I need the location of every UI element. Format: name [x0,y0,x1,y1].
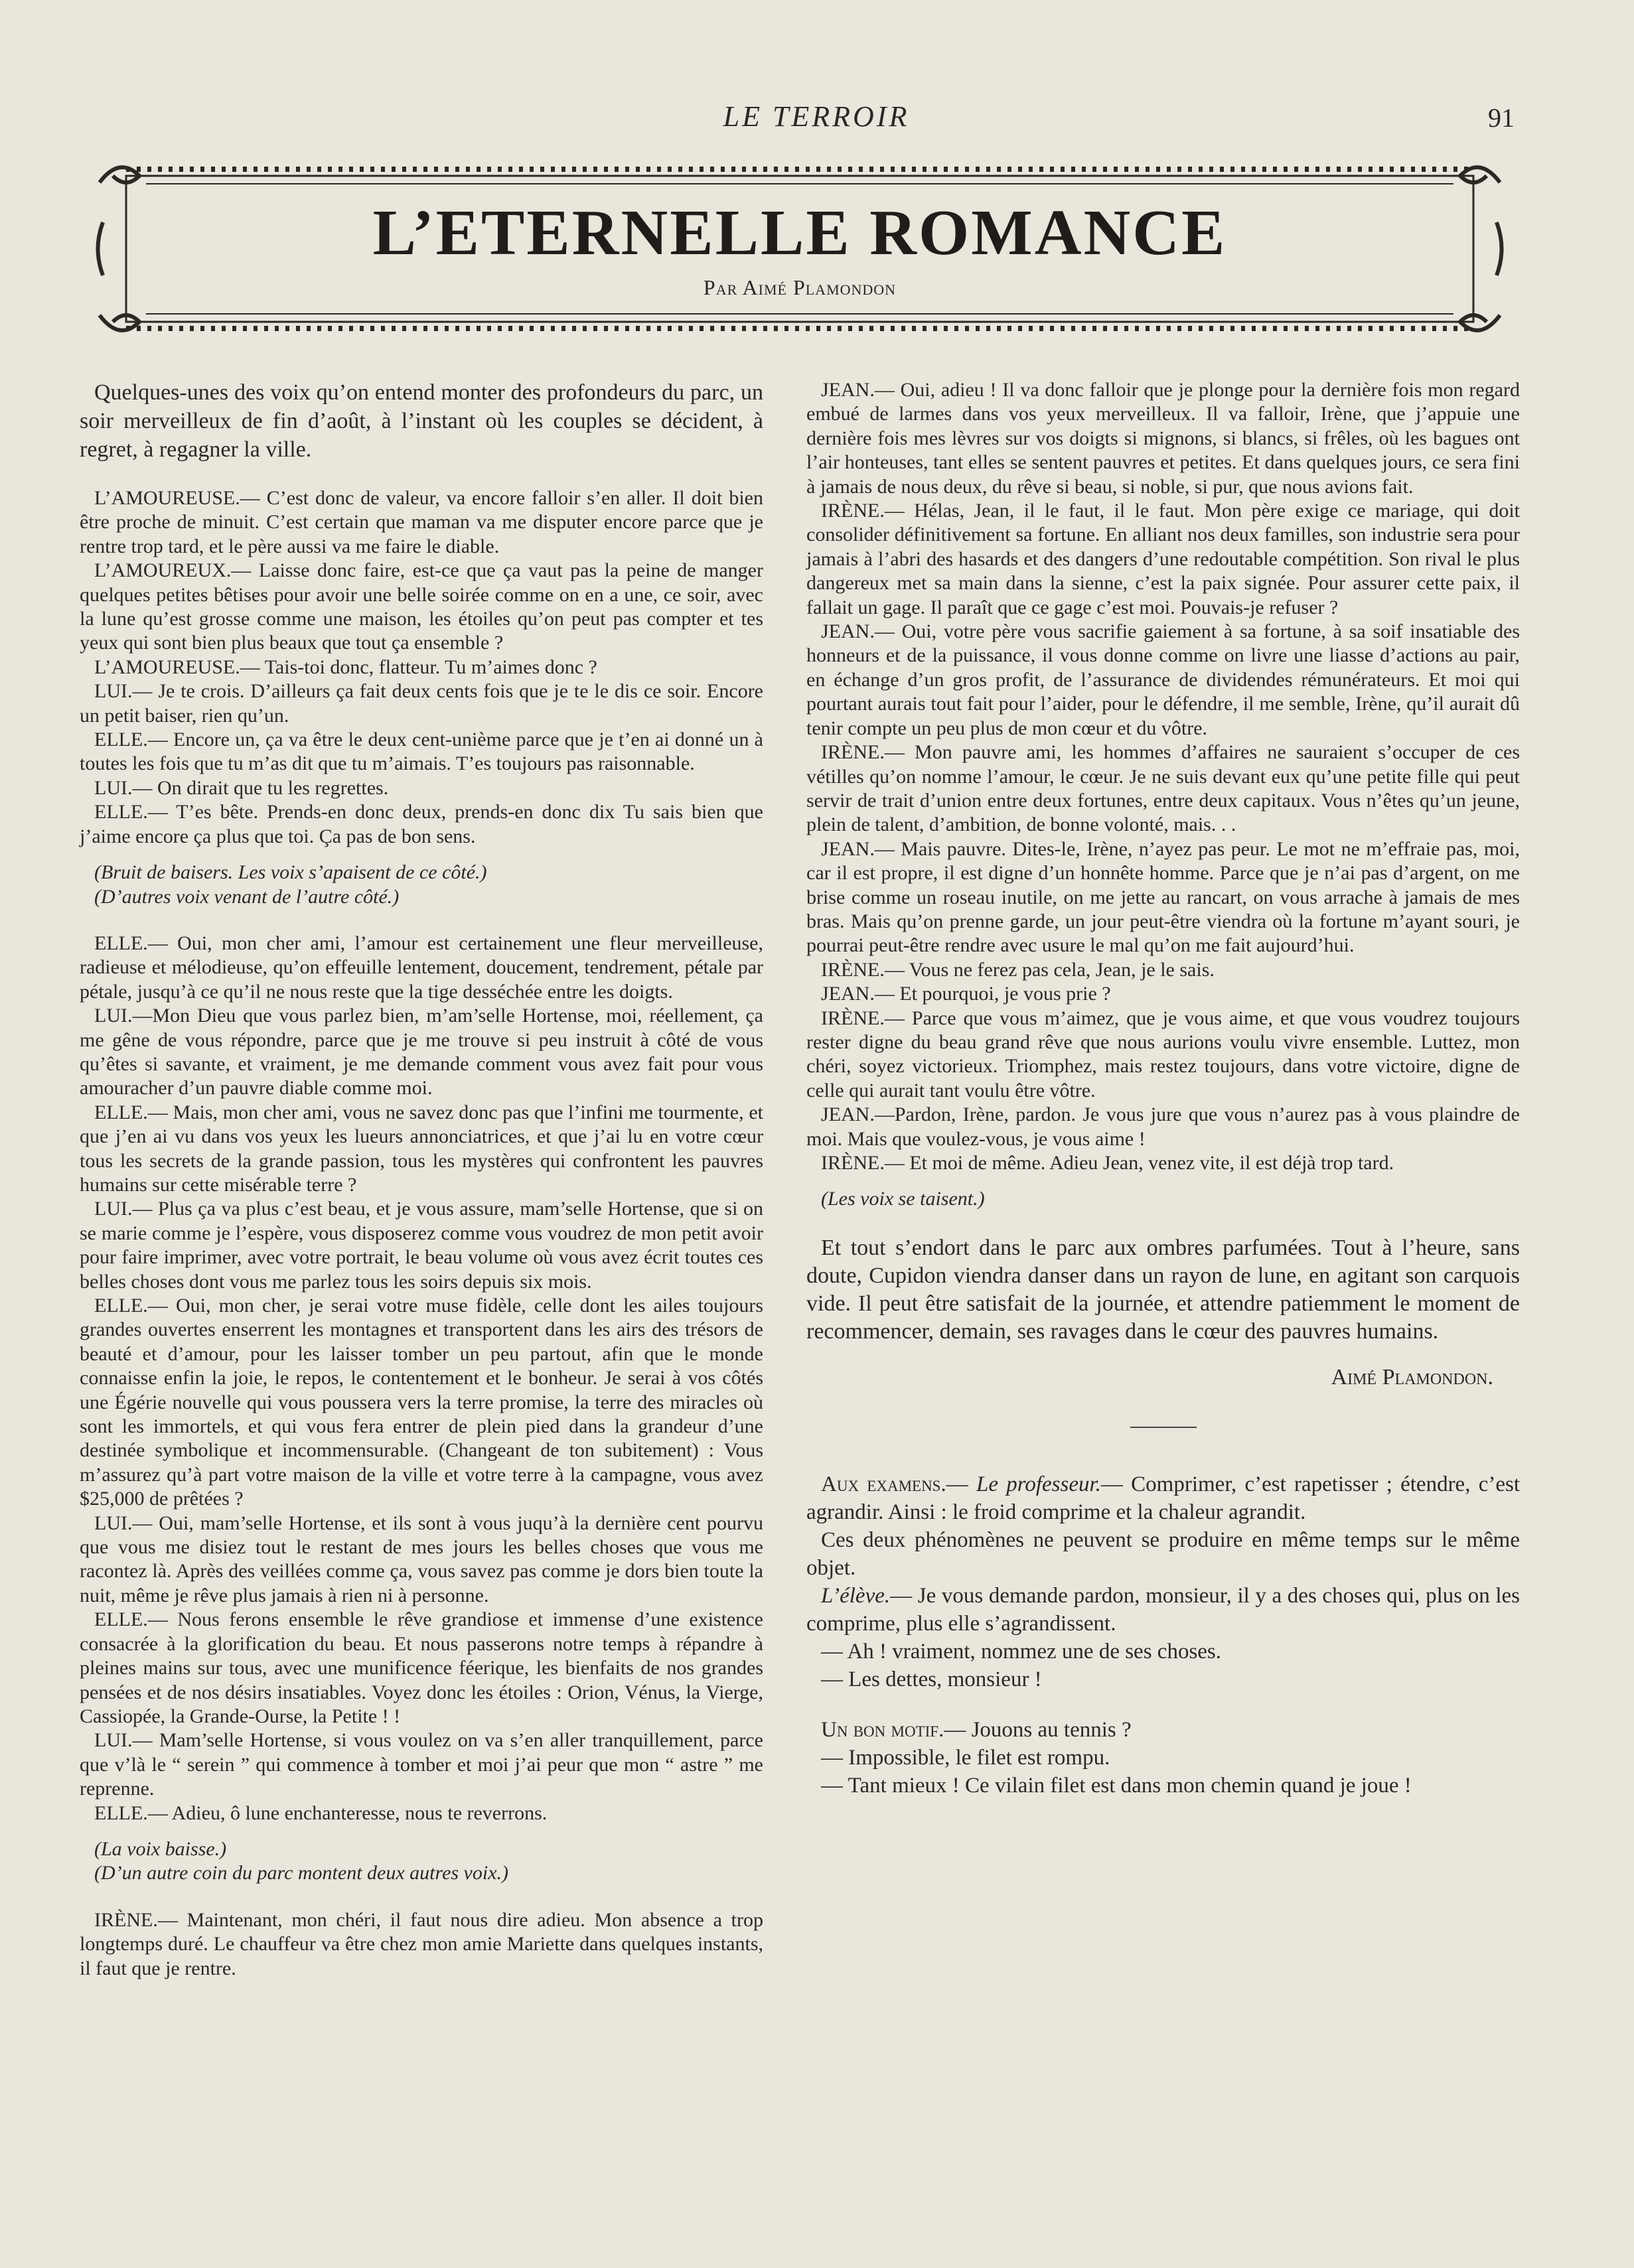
dialogue-line: JEAN.— Oui, votre père vous sacrifie gaiement à sa fortune, à sa soif insatiable des honneurs et de la puissance, il vous donne comme on livre une liasse d’actions au pair, en échange d’un gros profit, de l’assurance de dividendes rémunérateurs. Et moi qui pourtant aurais tout fait pour l’aider, pour le défendre, il me semble, Irène, qu’il aurait dû tenir compte un peu plus de mon cœur et du vôtre. [806,620,1520,739]
page-number: 91 [1488,103,1515,133]
anecdote-text: — Comprimer, c’est rapetisser ; étendre, c’est agrandir. Ainsi : le froid comprime et la chaleur agrandit. [806,1472,1520,1525]
dialogue-line: ELLE.— Nous ferons ensemble le rêve grandiose et immense d’une existence consacrée à la glorification du beau. Et nous passerons notre temps à répandre à pleines mains sur tous, avec une munificence féerique, les bienfaits de nos grandes pensées et de nos désirs insatiables. Voyez donc les étoiles : Orion, Vénus, la Vierge, Cassiopée, la Grande-Ourse, la Petite ! ! [80,1608,763,1727]
dialogue-line: ELLE.— Adieu, ô lune enchanteresse, nous te reverrons. [94,1802,548,1824]
stage-direction: (Les voix se taisent.) [821,1188,985,1210]
stage-direction: (D’autres voix venant de l’autre côté.) [94,885,400,908]
stage-direction: (D’un autre coin du parc montent deux autres voix.) [94,1862,509,1884]
dialogue-line: LUI.— Plus ça va plus c’est beau, et je vous assure, mam’selle Hortense, que si on se marie comme je l’espère, vous disposerez comme vous voudrez de mon petit avoir pour faire imprimer, avec votre portrait, le beau volume où vous avez écrit toutes ces belles choses dont vous me parlez tous les soirs depuis six mois. [80,1198,763,1293]
right-column [806,378,1520,1800]
dialogue-line: JEAN.— Et pourquoi, je vous prie ? [821,983,1111,1005]
dialogue-line: JEAN.— Oui, adieu ! Il va donc falloir que je plonge pour la dernière fois mon regard embué de larmes dans vos yeux merveilleux. Il va falloir, Irène, que j’appuie une dernière fois mes lèvres sur vos doigts si mignons, si blancs, si frêles, où les bagues ont l’air honteuses, tant elles se sentent pauvres et petites. Et dans quelques jours, ce sera fini à jamais de nous deux, du rêve si beau, si noble, si pur, que nous avions fait. [806,379,1520,498]
intro-paragraph: Quelques-unes des voix qu’on entend monter des profondeurs du parc, un soir merveilleux de fin d’août, à l’instant où les couples se décident, à regret, à regagner la ville. [80,380,763,462]
dialogue-line: IRÈNE.— Parce que vous m’aimez, que je vous aime, et que vous voudrez toujours rester digne du beau grand rêve que nous aurions voulu vivre ensemble. Luttez, mon chéri, soyez victorieux. Triomphez, mais restez toujours, dans votre victoire, digne de celle qui aurait tant voulu être vôtre. [806,1007,1520,1101]
anecdote-text: Ces deux phénomènes ne peuvent se produire en même temps sur le même objet. [806,1528,1520,1581]
dialogue-line: LUI.— Je te crois. D’ailleurs ça fait deux cents fois que je te le dis ce soir. Encore un petit baiser, rien qu’un. [80,680,763,727]
dialogue-line: JEAN.—Pardon, Irène, pardon. Je vous jure que vous n’aurez pas à vous plaindre de moi. Mais que voulez-vous, je vous aime ! [806,1103,1520,1150]
dialogue-line: L’AMOUREUSE.— C’est donc de valeur, va encore falloir s’en aller. Il doit bien être proche de minuit. C’est certain que maman va me disputer encore parce que je rentre trop tard, et le père aussi va me faire le diable. [80,487,763,557]
anecdote-text: — Tant mieux ! Ce vilain filet est dans mon chemin quand je joue ! [821,1774,1412,1798]
dialogue-line: L’AMOUREUX.— Laisse donc faire, est-ce que ça vaut pas la peine de manger quelques petites bêtises pour avoir une belle soirée comme on en a une, ce soir, avec la lune qu’est grosse comme une maison, les étoiles qu’on peut pas compter et tes yeux qui sont bien plus beaux que tout ça ensemble ? [80,559,763,654]
dialogue-line: ELLE.— T’es bête. Prends-en donc deux, prends-en donc dix Tu sais bien que j’aime encore ça plus que toi. Ça pas de bon sens. [80,801,763,847]
byline: Par Aimé Plamondon [703,275,897,299]
anecdote-text: — Les dettes, monsieur ! [821,1667,1042,1692]
anecdote-text: — Je vous demande pardon, monsieur, il y a des choses qui, plus on les comprime, plus elle s’agrandissent. [806,1584,1520,1636]
section-divider [1130,1427,1197,1428]
dialogue-line: LUI.—Mon Dieu que vous parlez bien, m’am’selle Hortense, moi, réellement, ça me gêne de vous répondre, parce que je me trouve si peu instruit à côté de vous qu’êtes si savante, et vraiment, je me demande comment vous avez fait pour vous amouracher d’un pauvre diable comme moi. [80,1005,763,1099]
dialogue-line: LUI.— On dirait que tu les regrettes. [94,776,389,799]
anecdote-text: — Impossible, le filet est rompu. [821,1746,1110,1770]
dialogue-line: IRÈNE.— Et moi de même. Adieu Jean, venez vite, il est déjà trop tard. [821,1152,1394,1174]
stage-direction: (La voix baisse.) [94,1837,227,1860]
dialogue-line: LUI.— Oui, mam’selle Hortense, et ils sont à vous juqu’à la dernière cent pourvu que vous me disiez tout le restant de mes jours les belles choses que vous me racontez là. Après des veillées comme ça, vous savez pas comme je dors bien toute la nuit, même je rêve plus jamais à rien ni à personne. [80,1512,763,1606]
article-title: L’ETERNELLE ROMANCE [372,197,1227,269]
dialogue-line: IRÈNE.— Mon pauvre ami, les hommes d’affaires ne sauraient s’occuper de ces vétilles qu’on nomme l’amour, le cœur. Je ne suis devant eux qu’une petite fille qui peut servir de trait d’union entre deux fortunes, entre deux capitaux. Vous n’êtes qu’un jeune, plein de talent, d’ambition, de bonne volonté, mais. . . [806,741,1520,836]
anecdote-text: — Jouons au tennis ? [944,1718,1132,1742]
running-title: LE TERROIR [723,100,910,133]
dialogue-line: ELLE.— Mais, mon cher ami, vous ne savez donc pas que l’infini me tourmente, et que j’en ai vu dans vos yeux les lueurs annonciatrices, et que j’ai lu en votre cœur tous les secrets de la grande passion, tous les mystères qui confrontent les pauvres humains sur cette misérable terre ? [80,1101,763,1196]
dialogue-line: LUI.— Mam’selle Hortense, si vous voulez on va s’en aller tranquillement, parce que v’là le “ serein ” qui commence à tomber et moi j’ai peur que mon “ astre ” me reprenne. [80,1729,763,1800]
anecdote-text: — Ah ! vraiment, nommez une de ses choses. [821,1640,1222,1664]
anecdote-heading: Un bon motif. [821,1718,944,1742]
speaker-role: L’élève. [821,1584,891,1608]
closing-paragraph: Et tout s’endort dans le parc aux ombres parfumées. Tout à l’heure, sans doute, Cupidon viendra danser dans un rayon de lune, en agitant son carquois vide. Il peut être satisfait de la journée, et attendre patiemment le moment de recommencer, demain, ses ravages dans le cœur des pauvres humains. [806,1235,1520,1344]
anecdote-line [806,1582,1520,1638]
author-signature: Aimé Plamondon. [1331,1364,1493,1389]
dialogue-line: ELLE.— Oui, mon cher, je serai votre muse fidèle, celle dont les ailes toujours grandes ouvertes enserrent les montagnes et transportent dans les airs des trésors de beauté et d’amour, pour les laisser tomber un peu partout, afin que le monde connaisse enfin la joie, le repos, le contentement et le bonheur. Je serai à vos côtés une Égérie nouvelle qui vous poussera vers la terre promise, la terre des miracles où sont les immortels, et qui vous fera entrer de plein pied dans la grandeur d’une destinée symbolique et incommensurable. (Changeant de ton subitement) : Vous m’assurez qu’à part votre maison de la ville et votre terre à la campagne, vous avez $25,000 de prêtées ? [80,1295,763,1510]
dialogue-line: IRÈNE.— Maintenant, mon chéri, il faut nous dire adieu. Mon absence a trop longtemps duré. Le chauffeur va être chez mon amie Mariette dans quelques instants, il faut que je rentre. [80,1908,763,1979]
speaker-role: Le professeur. [976,1472,1101,1497]
stage-direction: (Bruit de baisers. Les voix s’apaisent de ce côté.) [94,861,487,884]
dialogue-line: IRÈNE.— Hélas, Jean, il le faut, il le faut. Mon père exige ce mariage, qui doit consolider définitivement sa fortune. En alliant nos deux familles, son industrie sera pour jamais à l’abri des hasards et des dangers d’une redoutable compétition. Son rival le plus dangereux met sa main dans la sienne, c’est la paix signée. Pour assurer cette paix, il fallait un gage. Il paraît que ce gage c’est moi. Pouvais-je refuser ? [806,500,1520,618]
anecdote-examens: Aux examens.— Le professeur.— Comprimer, c’est rapetisser ; étendre, c’est agrandir. Ainsi : le froid comprime et la chaleur agrandit. [806,1472,1520,1525]
dialogue-line: JEAN.— Mais pauvre. Dites-le, Irène, n’ayez pas peur. Le mot ne m’effraie pas, moi, car il est propre, il est digne d’un honnête homme. Parce que je n’ai pas d’argent, on me brise comme un roseau inutile, on me jette au rancart, on vous arrache à jamais de mes bras. Mais qu’on prenne garde, un jour peut-être viendra où la fortune m’ayant souri, je pourrai peut-être rendre avec usure le mal qu’on me fait aujourd’hui. [806,837,1520,957]
anecdote-heading: Aux examens. [821,1472,946,1497]
running-header [0,100,1634,139]
anecdote-motif [806,1716,1520,1744]
dialogue-line: ELLE.— Oui, mon cher ami, l’amour est certainement une fleur merveilleuse, radieuse et mélodieuse, qu’on effeuille lentement, doucement, tendrement, pétale par pétale, jusqu’à ce qu’il ne nous reste que la tige desséchée entre les doigts. [80,932,763,1003]
dialogue-line: ELLE.— Encore un, ça va être le deux cent-unième parce que je t’en ai donné un à toutes les fois que tu m’as dit que tu m’aimais. T’es toujours pas raisonnable. [80,729,763,775]
dialogue-line: L’AMOUREUSE.— Tais-toi donc, flatteur. Tu m’aimes donc ? [94,656,597,678]
title-block [86,149,1513,348]
dialogue-line: IRÈNE.— Vous ne ferez pas cela, Jean, je le sais. [821,958,1215,981]
left-column [80,378,763,1981]
